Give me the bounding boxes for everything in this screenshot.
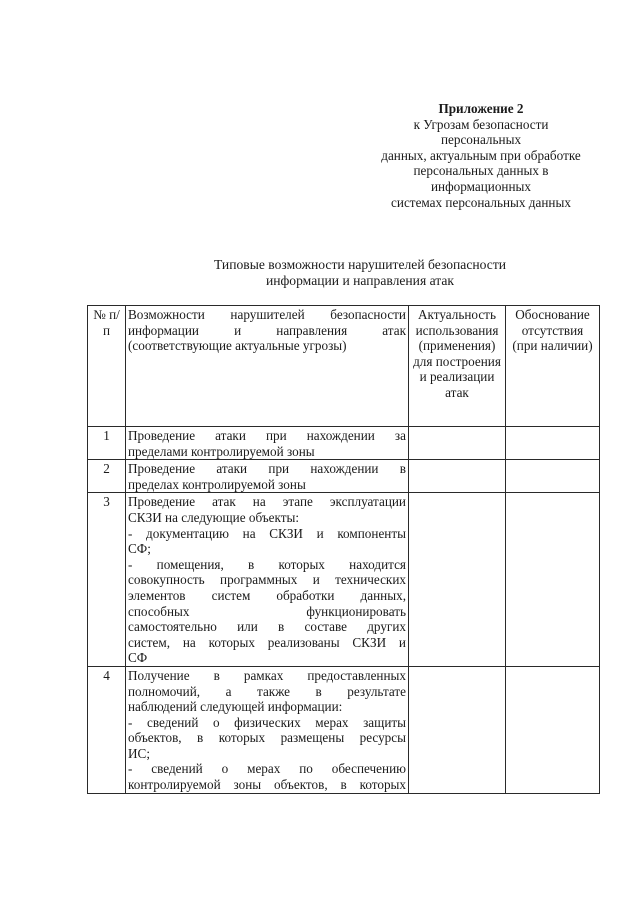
row-justification-cell: [506, 493, 600, 667]
capability-line: наблюдений следующей информации:: [128, 699, 343, 715]
capability-line: совокупность программных и технических: [128, 572, 406, 588]
appendix-line: информационных: [430, 178, 532, 194]
appendix-line: данных, актуальным при обработке: [381, 147, 581, 163]
header-capability: Возможности нарушителей безопасности информации и направления атак (соответствующие актуальные угрозы): [126, 306, 409, 427]
capability-line: Проведение атаки при нахождении в: [128, 461, 406, 477]
row-justification-cell: [506, 460, 600, 493]
row-number: 3: [88, 493, 126, 667]
capability-line: СКЗИ на следующие объекты:: [128, 509, 300, 525]
appendix-line: персональных данных в: [413, 163, 549, 179]
appendix-line: персональных: [440, 132, 522, 148]
row-number: 1: [88, 427, 126, 460]
capability-line: систем, на которых реализованы СКЗИ и: [128, 634, 406, 650]
threats-table: [87, 305, 600, 794]
table-row: [88, 666, 600, 793]
capability-line: Проведение атаки при нахождении за: [128, 428, 406, 443]
row-relevance-cell: [409, 493, 506, 667]
capability-line: - сведений о физических мерах защиты: [128, 714, 406, 730]
capability-line: элементов систем обработки данных,: [128, 587, 406, 603]
table-header-row: [88, 306, 600, 427]
table-row: [88, 460, 600, 493]
row-number: 4: [88, 666, 126, 793]
row-justification-cell: [506, 666, 600, 793]
row-capability: [126, 666, 409, 793]
table-row: [88, 493, 600, 667]
capability-line: ИС;: [128, 745, 150, 761]
capability-line: пределах контролируемой зоны: [128, 476, 306, 492]
document-title: [140, 257, 580, 289]
row-capability: [126, 460, 409, 493]
row-number: 2: [88, 460, 126, 493]
capability-line: объектов, в которых размещены ресурсы: [128, 730, 406, 746]
document-title-line: информации и направления атак: [265, 273, 455, 288]
capability-line: СФ;: [128, 541, 151, 557]
capability-line: пределами контролируемой зоны: [128, 443, 315, 459]
appendix-title: Приложение 2: [438, 101, 524, 116]
capability-line: контролируемой зоны объектов, в которых: [128, 777, 406, 793]
capability-line: Получение в рамках предоставленных: [128, 667, 406, 683]
capability-line: - сведений о мерах по обеспечению: [128, 761, 406, 777]
capability-line: способных функционировать: [128, 603, 406, 619]
capability-line: - помещения, в которых находится: [128, 556, 406, 572]
row-capability: [126, 427, 409, 460]
capability-line: самостоятельно или в составе других: [128, 619, 406, 635]
header-justification: Обоснование отсутствия (при наличии): [506, 306, 600, 427]
table-row: [88, 427, 600, 460]
capability-line: полномочий, а также в результате: [128, 683, 406, 699]
document-title-line: Типовые возможности нарушителей безопасности: [213, 257, 507, 272]
appendix-line: к Угрозам безопасности: [413, 116, 549, 132]
capability-line: СФ: [128, 650, 148, 666]
row-relevance-cell: [409, 427, 506, 460]
capability-line: - документацию на СКЗИ и компоненты: [128, 525, 406, 541]
header-num: № п/п: [88, 306, 126, 427]
appendix-line: системах персональных данных: [391, 194, 571, 210]
row-relevance-cell: [409, 460, 506, 493]
capability-line: Проведение атак на этапе эксплуатации: [128, 494, 406, 510]
header-relevance: Актуальность использования (применения) для построения и реализации атак: [409, 306, 506, 427]
row-relevance-cell: [409, 666, 506, 793]
row-justification-cell: [506, 427, 600, 460]
row-capability: [126, 493, 409, 667]
appendix-block: [340, 101, 622, 210]
